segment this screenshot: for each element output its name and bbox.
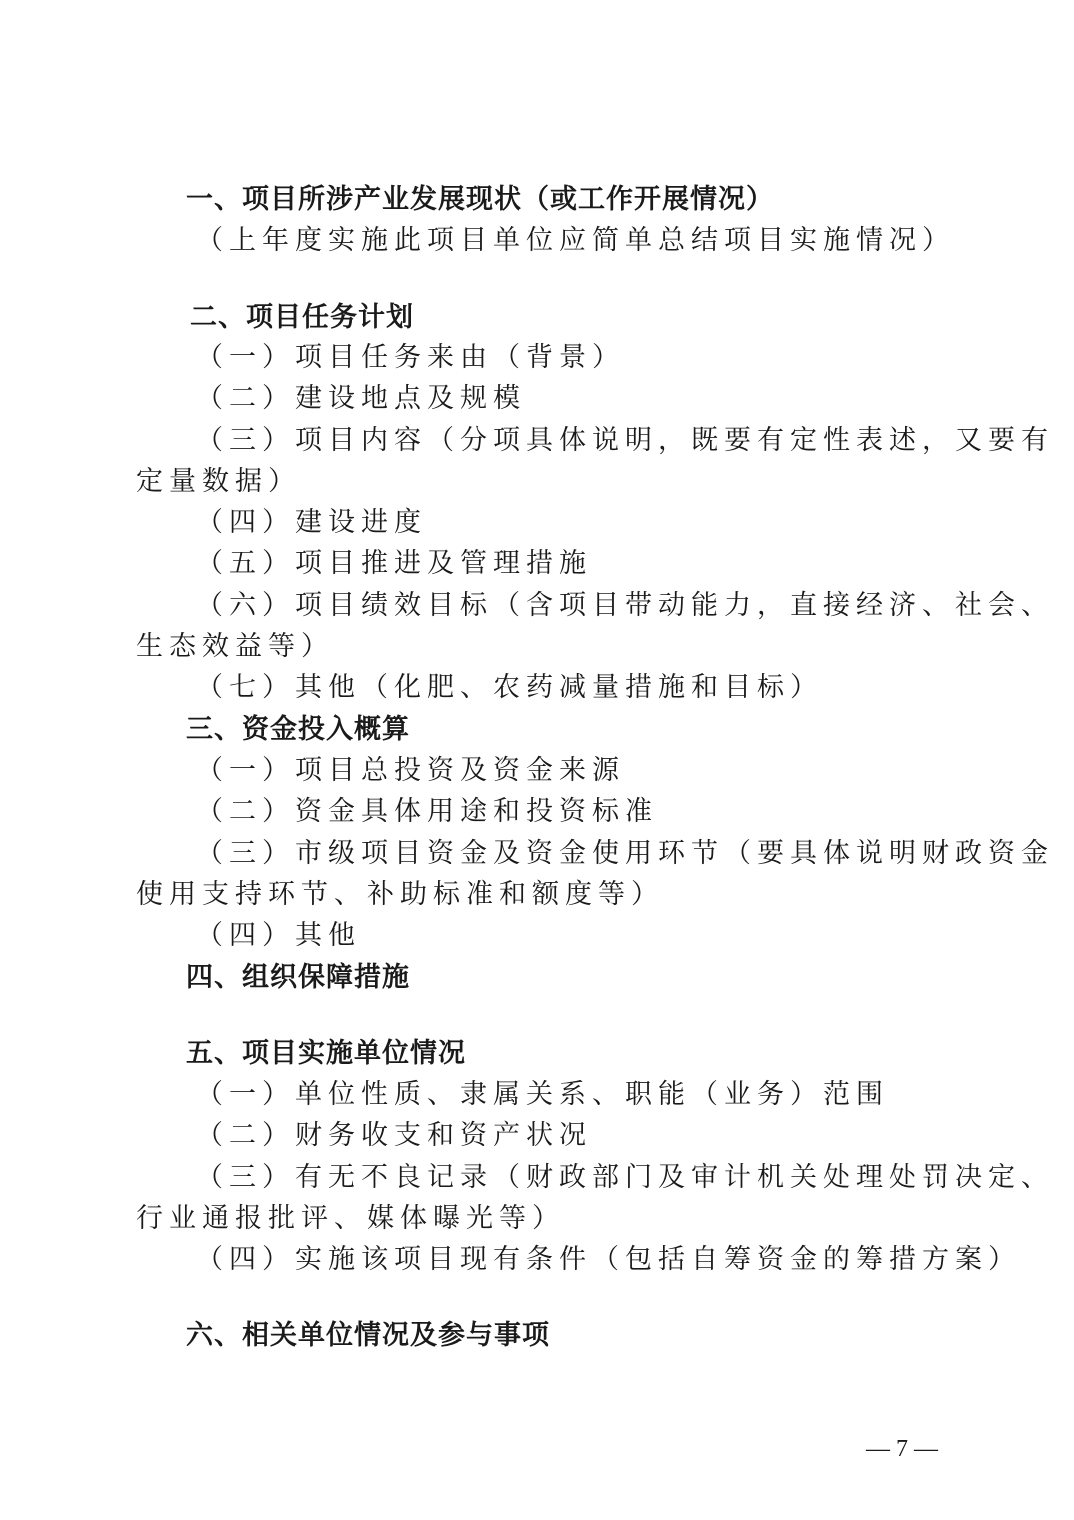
section-2-item-3-cont: 定量数据） xyxy=(136,466,301,497)
section-2-item-1: （一）项目任务来由（背景） xyxy=(196,342,625,373)
section-5-item-4: （四）实施该项目现有条件（包括自筹资金的筹措方案） xyxy=(196,1244,1021,1275)
section-4-heading: 四、组织保障措施 xyxy=(186,962,410,993)
section-3-item-4: （四）其他 xyxy=(196,920,361,951)
section-5-item-1: （一）单位性质、隶属关系、职能（业务）范围 xyxy=(196,1079,889,1110)
section-2-heading: 二、项目任务计划 xyxy=(190,302,414,333)
section-3-item-3-cont: 使用支持环节、补助标准和额度等） xyxy=(136,879,664,910)
section-1-heading: 一、项目所涉产业发展现状（或工作开展情况） xyxy=(186,184,774,215)
section-5-item-3-cont: 行业通报批评、媒体曝光等） xyxy=(136,1203,565,1234)
section-3-item-1: （一）项目总投资及资金来源 xyxy=(196,755,625,786)
section-2-item-7: （七）其他（化肥、农药减量措施和目标） xyxy=(196,672,823,703)
section-2-item-6: （六）项目绩效目标（含项目带动能力，直接经济、社会、 xyxy=(196,590,1054,621)
section-3-item-3: （三）市级项目资金及资金使用环节（要具体说明财政资金 xyxy=(196,838,1054,869)
section-3-item-2: （二）资金具体用途和投资标准 xyxy=(196,796,658,827)
section-3-heading: 三、资金投入概算 xyxy=(186,714,410,745)
section-5-item-3: （三）有无不良记录（财政部门及审计机关处理处罚决定、 xyxy=(196,1162,1054,1193)
section-2-item-6-cont: 生态效益等） xyxy=(136,631,334,662)
section-1-line-1: （上年度实施此项目单位应简单总结项目实施情况） xyxy=(196,225,955,256)
section-2-item-2: （二）建设地点及规模 xyxy=(196,383,526,414)
section-2-item-5: （五）项目推进及管理措施 xyxy=(196,548,592,579)
section-5-heading: 五、项目实施单位情况 xyxy=(186,1038,466,1069)
page-number: — 7 — xyxy=(866,1436,938,1462)
section-2-item-3: （三）项目内容（分项具体说明，既要有定性表述，又要有 xyxy=(196,425,1054,456)
section-2-item-4: （四）建设进度 xyxy=(196,507,427,538)
section-6-heading: 六、相关单位情况及参与事项 xyxy=(186,1320,550,1351)
section-5-item-2: （二）财务收支和资产状况 xyxy=(196,1120,592,1151)
